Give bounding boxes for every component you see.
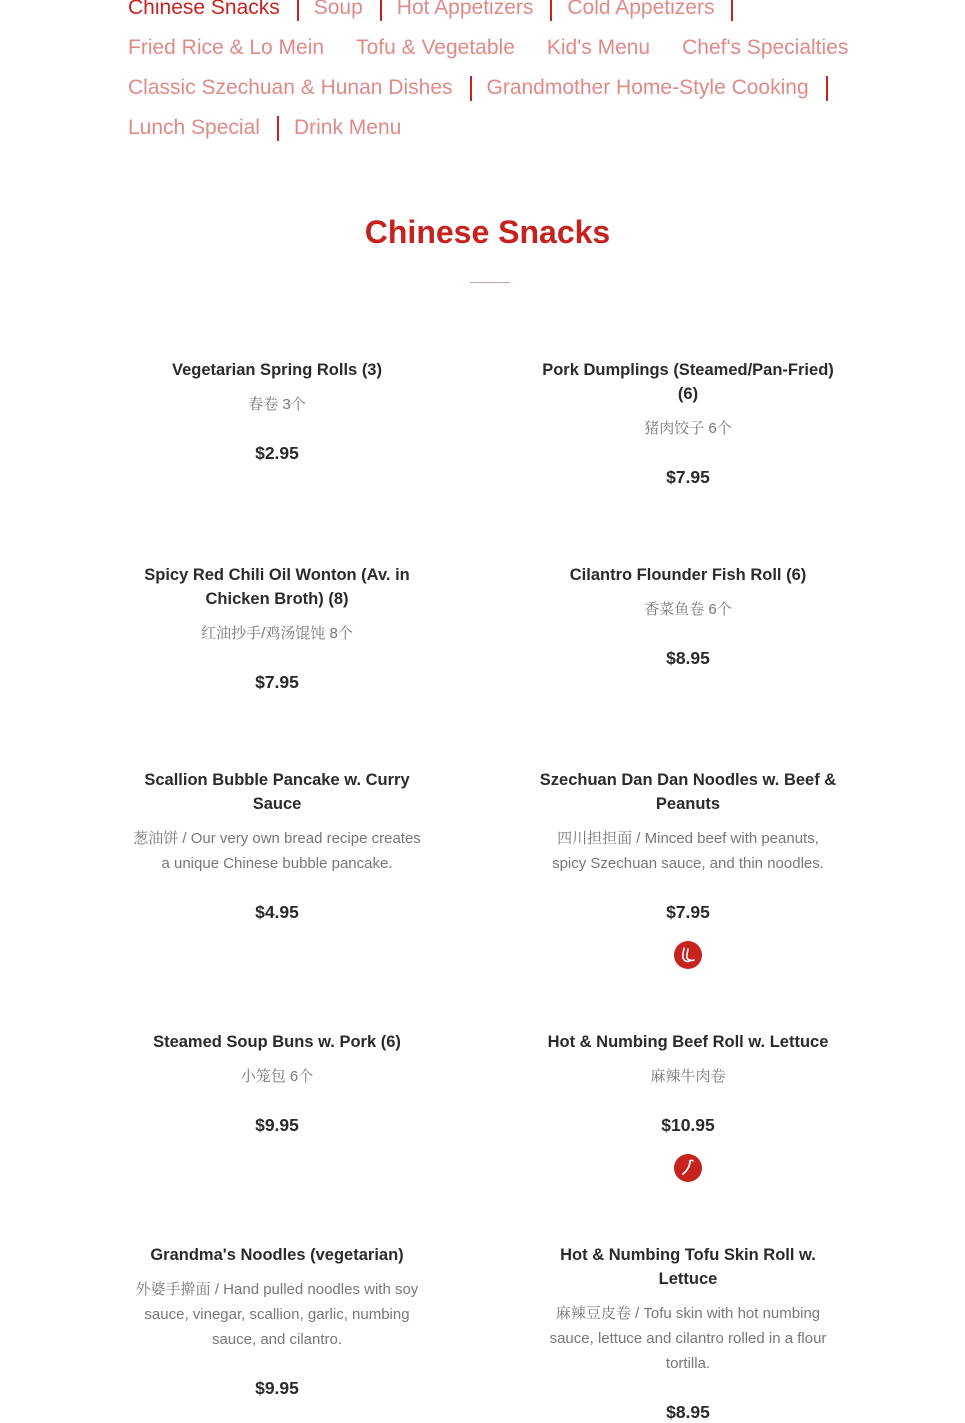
- nav-separator: [550, 0, 552, 21]
- item-price: $9.95: [255, 1115, 299, 1135]
- menu-item: [127, 358, 427, 464]
- nav-row: [128, 28, 848, 68]
- item-price: $7.95: [666, 467, 710, 487]
- menu-item: [538, 563, 838, 669]
- item-name: Scallion Bubble Pancake w. Curry Sauce: [144, 771, 410, 813]
- menu-item: [127, 768, 427, 923]
- item-price: $10.95: [661, 1115, 715, 1135]
- item-price: $8.95: [666, 1402, 710, 1422]
- item-name: Szechuan Dan Dan Noodles w. Beef & Peanuts: [539, 771, 837, 813]
- menu-item: [127, 1030, 427, 1136]
- item-price: $7.95: [666, 902, 710, 922]
- item-name: Hot & Numbing Beef Roll w. Lettuce: [547, 1033, 829, 1051]
- item-price: $9.95: [255, 1378, 299, 1398]
- nav-hot-appetizers[interactable]: Hot Appetizers: [396, 0, 534, 19]
- nav-separator: [470, 76, 472, 101]
- nav-separator: [297, 0, 299, 21]
- menu-item: [538, 1243, 838, 1423]
- item-price: $4.95: [255, 902, 299, 922]
- item-name: Spicy Red Chili Oil Wonton (Av. in Chicken Broth) (8): [144, 566, 410, 608]
- nav-grandmother-home-style[interactable]: Grandmother Home-Style Cooking: [486, 76, 809, 99]
- nav-chefs-specialties[interactable]: Chef's Specialties: [682, 36, 849, 59]
- item-description: 红油抄手/鸡汤馄饨 8个: [201, 625, 353, 642]
- nav-lunch-special[interactable]: Lunch Special: [128, 116, 260, 139]
- menu-item: [538, 768, 838, 969]
- nav-chinese-snacks[interactable]: Chinese Snacks: [128, 0, 280, 19]
- item-description: 葱油饼 / Our very own bread recipe creates a unique Chinese bubble pancake.: [133, 830, 421, 872]
- item-description: 猪肉饺子 6个: [644, 420, 732, 437]
- item-description: 麻辣豆皮卷 / Tofu skin with hot numbing sauce, lettuce and cilantro rolled in a flour tortilla.: [549, 1305, 827, 1372]
- item-name: Pork Dumplings (Steamed/Pan-Fried) (6): [542, 361, 834, 403]
- nav-tofu-vegetable[interactable]: Tofu & Vegetable: [356, 36, 515, 59]
- menu-item: [127, 563, 427, 693]
- menu-item: [538, 1030, 838, 1182]
- nav-drink-menu[interactable]: Drink Menu: [293, 116, 402, 139]
- nav-cold-appetizers[interactable]: Cold Appetizers: [567, 0, 715, 19]
- item-name: Hot & Numbing Tofu Skin Roll w. Lettuce: [560, 1246, 816, 1288]
- section-title: Chinese Snacks: [364, 214, 611, 250]
- nav-row: [128, 108, 848, 148]
- nav-fried-rice-lo-mein[interactable]: Fried Rice & Lo Mein: [128, 36, 325, 59]
- item-price: $7.95: [255, 672, 299, 692]
- item-description: 香菜鱼卷 6个: [644, 601, 732, 618]
- item-price: $2.95: [255, 443, 299, 463]
- item-name: Vegetarian Spring Rolls (3): [172, 361, 382, 379]
- item-name: Steamed Soup Buns w. Pork (6): [153, 1033, 401, 1051]
- chili-pepper-icon: [674, 941, 702, 969]
- item-description: 麻辣牛肉卷: [650, 1068, 726, 1085]
- chili-pepper-icon: [674, 1154, 702, 1182]
- menu-item: [127, 1243, 427, 1399]
- nav-classic-szechuan-hunan[interactable]: Classic Szechuan & Hunan Dishes: [128, 76, 453, 99]
- item-price: $8.95: [666, 648, 710, 668]
- nav-separator: [277, 116, 279, 141]
- item-name: Grandma's Noodles (vegetarian): [150, 1246, 404, 1264]
- item-name: Cilantro Flounder Fish Roll (6): [569, 566, 807, 584]
- menu-item: [538, 358, 838, 488]
- nav-separator: [826, 76, 828, 101]
- item-description: 春卷 3个: [248, 396, 306, 413]
- nav-separator: [380, 0, 382, 21]
- nav-soup[interactable]: Soup: [313, 0, 363, 19]
- nav-kids-menu[interactable]: Kid's Menu: [546, 36, 651, 59]
- item-description: 小笼包 6个: [240, 1068, 314, 1085]
- title-divider: [470, 282, 510, 283]
- nav-row: [128, 0, 848, 28]
- nav-row: [128, 68, 848, 108]
- category-nav: [128, 0, 848, 148]
- item-description: 外婆手擀面 / Hand pulled noodles with soy sauce, vinegar, scallion, garlic, numbing sauce, and cilantro.: [135, 1281, 419, 1348]
- item-description: 四川担担面 / Minced beef with peanuts, spicy Szechuan sauce, and thin noodles.: [552, 830, 824, 872]
- nav-separator: [731, 0, 733, 21]
